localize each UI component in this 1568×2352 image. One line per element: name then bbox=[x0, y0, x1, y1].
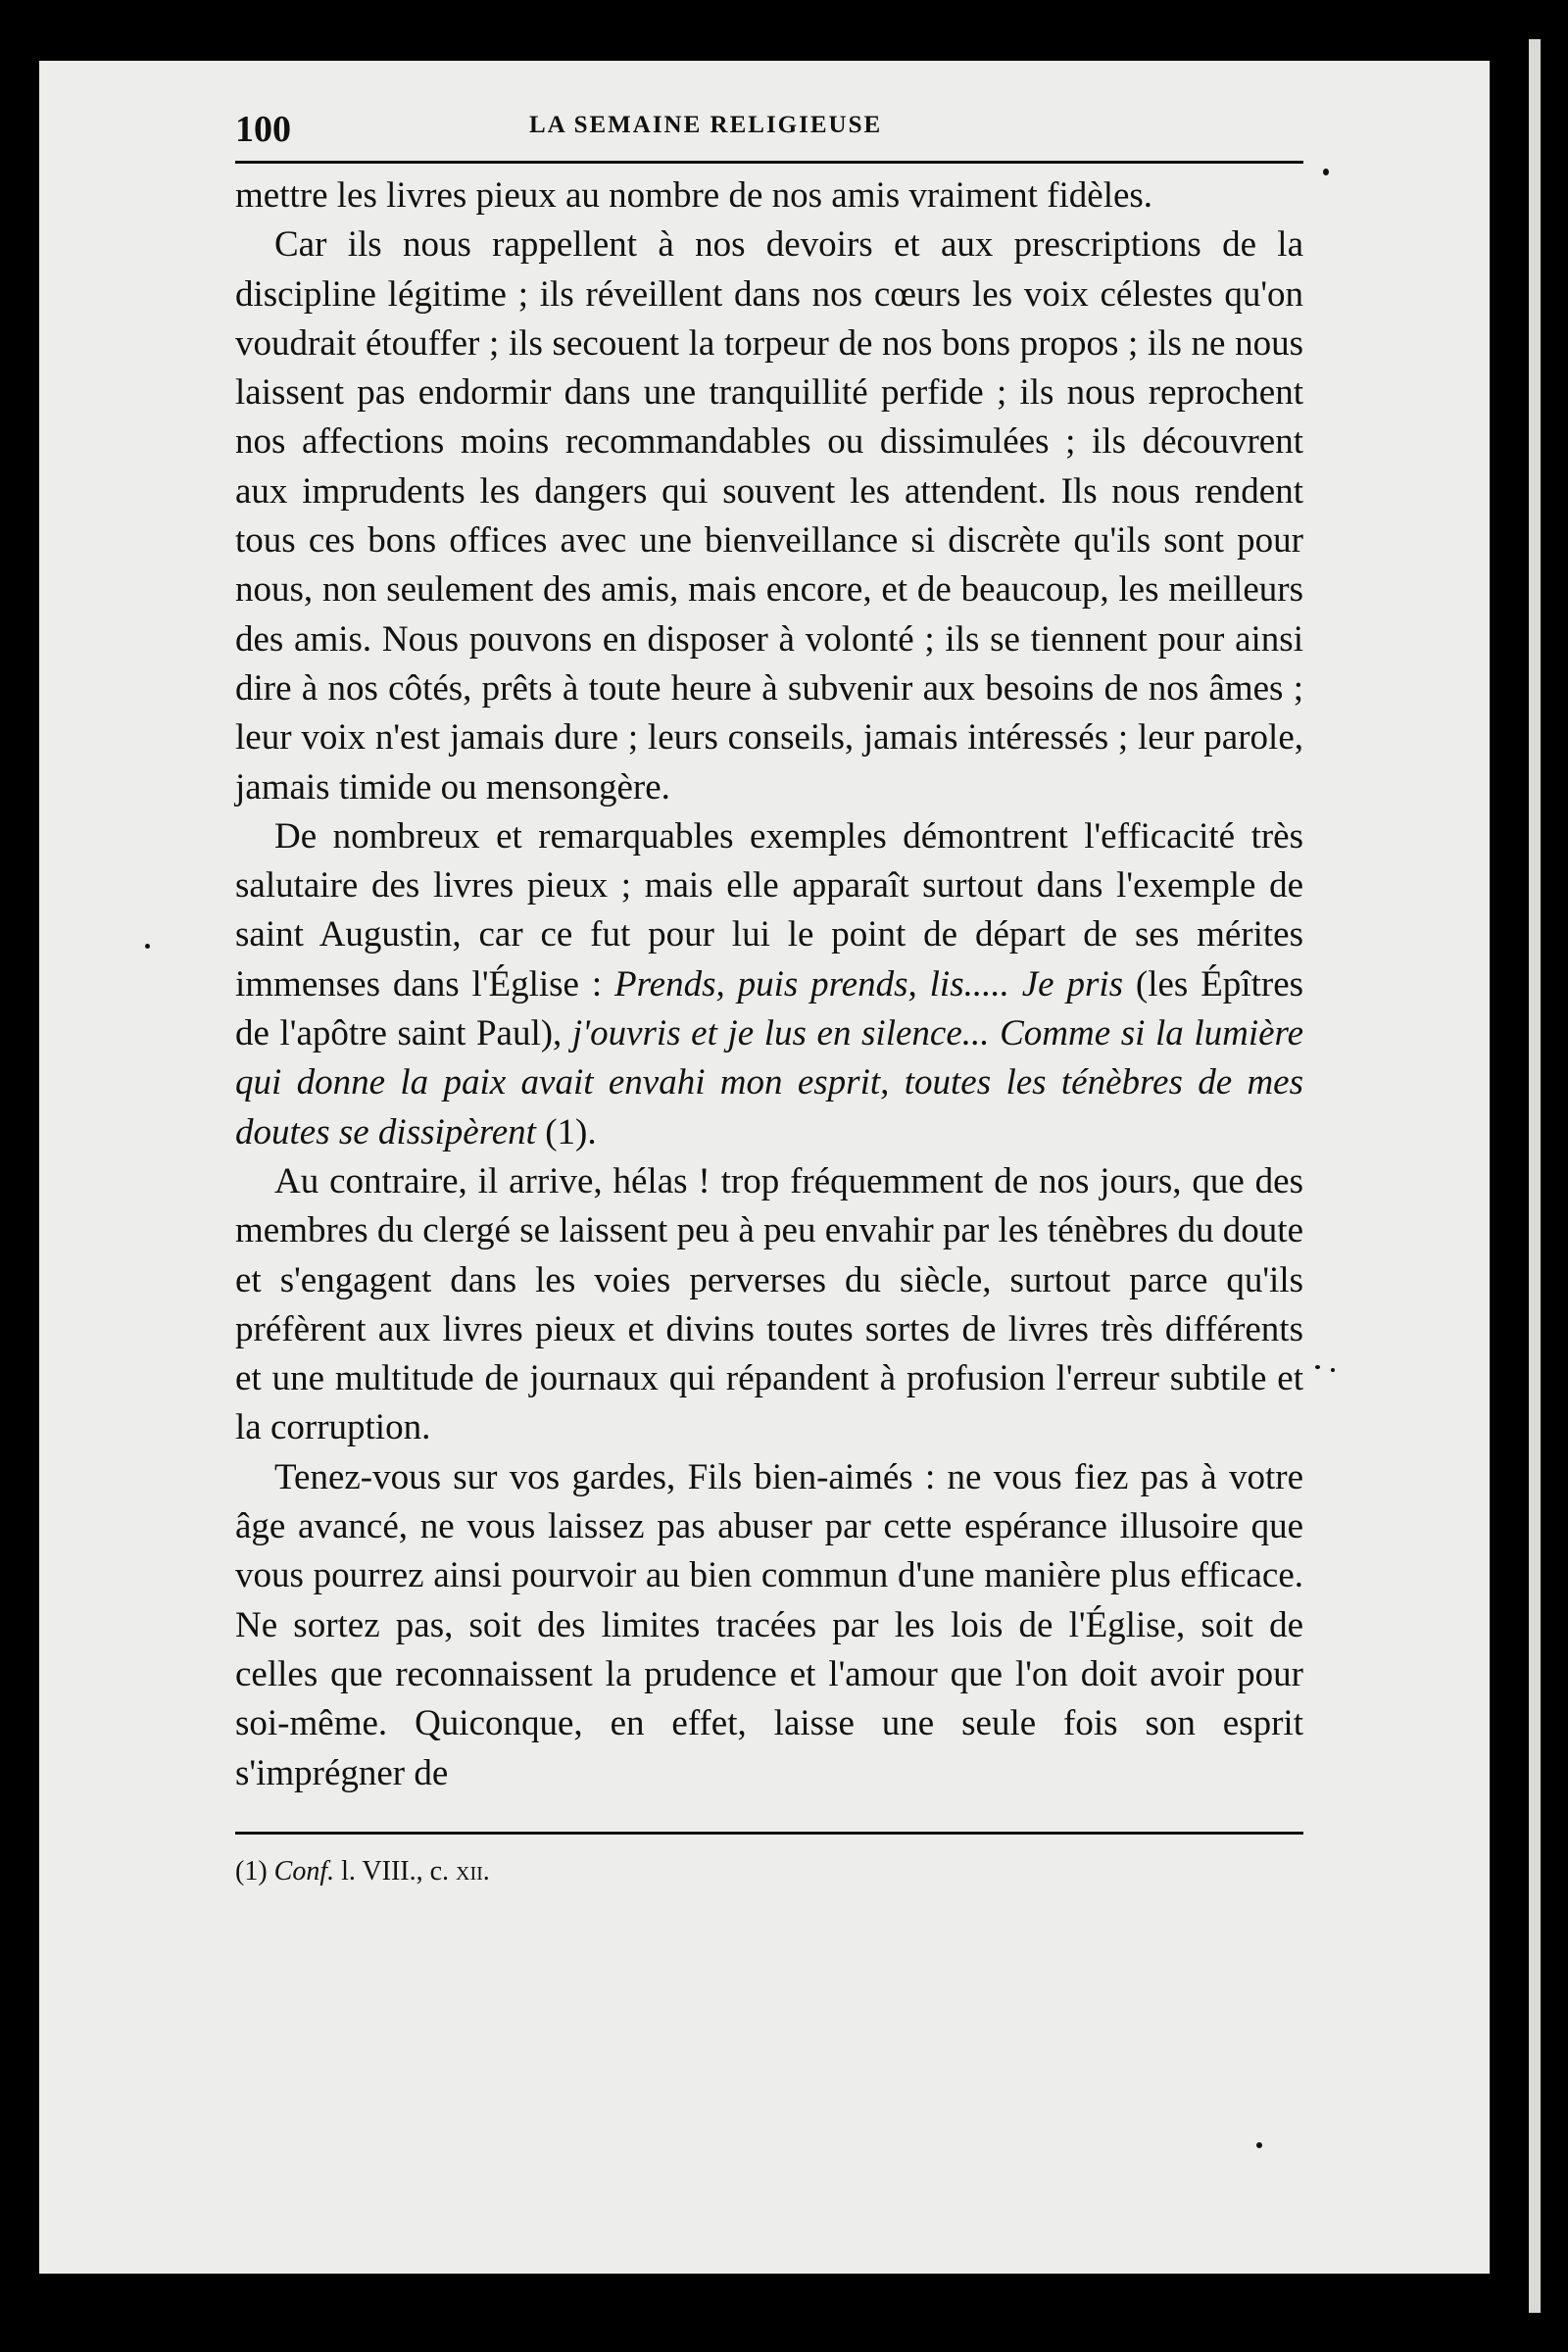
paragraph-3 bbox=[235, 812, 1303, 1157]
paragraph-4: Au contraire, il arrive, hélas ! trop fréquemment de nos jours, que des membres du clergé se laissent peu à peu envahir par les ténèbres du doute et s'engagent dans les voies perverses du siècle, surtout parce qu'ils préfèrent aux livres pieux et divins toutes sortes de livres très différents et une multitude de journaux qui répandent à profusion l'erreur subtile et la corruption. bbox=[235, 1160, 1303, 1448]
scan-speck bbox=[145, 944, 150, 949]
scan-speck bbox=[1315, 1365, 1320, 1369]
footnote-work: Conf. bbox=[273, 1855, 335, 1886]
paragraph-1: mettre les livres pieux au nombre de nos amis vraiment fidèles. bbox=[235, 175, 1153, 216]
adjacent-page-edge bbox=[1529, 39, 1541, 2313]
footnote bbox=[235, 1854, 1303, 1889]
scan-speck bbox=[1323, 169, 1329, 175]
running-title: LA SEMAINE RELIGIEUSE bbox=[529, 112, 883, 138]
footnote-divider bbox=[235, 1832, 1303, 1835]
paragraph-3-text: De nombreux et remarquables exemples démontrent l'efficacité très salutaire des livres pieux ; mais elle apparaît surtout dans l'exemple de saint Augustin, car ce fut pour lui le point de départ de ses mérites immenses dans l'Église : bbox=[235, 815, 1303, 1004]
footnote-ref: l. VIII., c. bbox=[334, 1855, 457, 1886]
paragraph-2: Car ils nous rappellent à nos devoirs et aux prescriptions de la discipline légitime ; ils réveillent dans nos cœurs les voix célestes qu'on voudrait étouffer ; ils secouent la torpeur de nos bons propos ; ils ne nous laissent pas endormir dans une tranquillité perfide ; ils nous reprochent nos affections moins recommandables ou dissimulées ; ils découvrent aux imprudents les dangers qui souvent les attendent. Ils nous rendent tous ces bons offices avec une bienveillance si discrète qu'ils sont pour nous, non seulement des amis, mais encore, et de beaucoup, les meilleurs des amis. Nous pouvons en disposer à volonté ; ils se tiennent pour ainsi dire à nos côtés, prêts à toute heure à subvenir aux besoins de nos âmes ; leur voix n'est jamais dure ; leurs conseils, jamais intéressés ; leur parole, jamais timide ou mensongère. bbox=[235, 224, 1303, 808]
page-number: 100 bbox=[235, 109, 291, 150]
paragraph-3-text: (les Épîtres de l'apôtre saint Paul), bbox=[235, 963, 1304, 1054]
scan-speck bbox=[1331, 1368, 1335, 1372]
augustine-quote-1: Prends, puis prends, lis..... Je pris bbox=[614, 963, 1124, 1004]
augustine-quote-2: j'ouvris et je lus en silence... Comme si la lumière qui donne la paix avait envahi mon esprit, toutes les ténèbres de mes doutes se dissipèrent bbox=[235, 1013, 1304, 1152]
body-text bbox=[235, 172, 1303, 1798]
footnote-chapter: xii. bbox=[456, 1855, 490, 1886]
page-content bbox=[235, 98, 1303, 1889]
paragraph-5: Tenez-vous sur vos gardes, Fils bien-aimés : ne vous fiez pas à votre âge avancé, ne vous laissez pas abuser par cette espérance illusoire que vous pourrez ainsi pourvoir au bien commun d'une manière plus efficace. Ne sortez pas, soit des limites tracées par les lois de l'Église, soit de celles que reconnaissent la prudence et l'amour que l'on doit avoir pour soi-même. Quiconque, en effet, laisse une seule fois son esprit s'imprégner de bbox=[235, 1456, 1303, 1793]
scan-speck bbox=[1256, 2142, 1262, 2148]
page-header bbox=[235, 98, 1303, 164]
footnote-reference: (1). bbox=[535, 1111, 597, 1152]
footnote-marker: (1) bbox=[235, 1855, 274, 1886]
